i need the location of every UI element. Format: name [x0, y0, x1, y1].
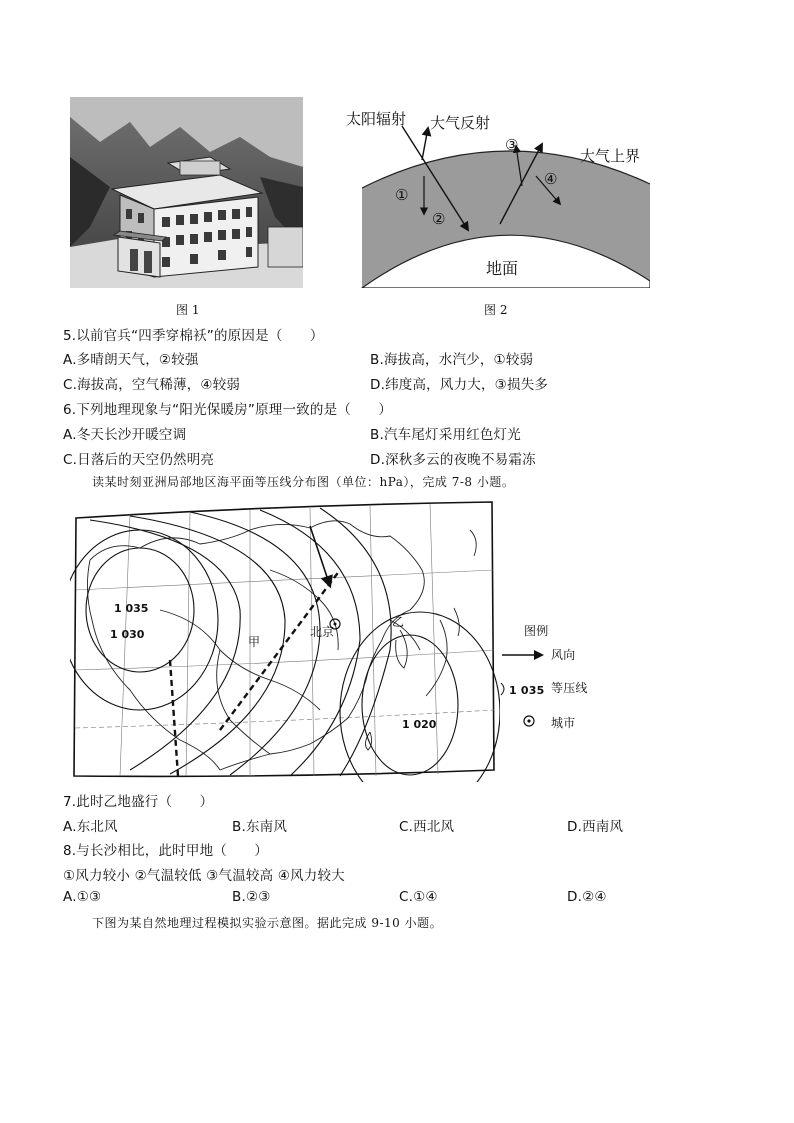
legend-city-label: 城市: [551, 716, 576, 730]
q7-option-c[interactable]: C.西北风: [399, 819, 455, 835]
location-yi: 乙: [392, 615, 405, 629]
isobar-label-1030: 1 030: [110, 628, 145, 641]
q8-stem: 8.与长沙相比，此时甲地（ ）: [63, 843, 269, 859]
q5-option-c[interactable]: C.海拔高，空气稀薄，④较弱: [63, 377, 241, 393]
figure-2-caption: 图 2: [484, 303, 508, 317]
beijing-label: 北京: [310, 625, 335, 639]
ground-label: 地面: [486, 259, 519, 278]
q6-option-c[interactable]: C.日落后的天空仍然明亮: [63, 452, 215, 468]
reflection-label: 大气反射: [430, 114, 491, 132]
q6-option-d[interactable]: D.深秋多云的夜晚不易霜冻: [370, 452, 536, 468]
label-4: ④: [544, 170, 558, 188]
q8-option-b[interactable]: B.②③: [232, 889, 271, 905]
label-1: ①: [395, 186, 409, 204]
q7-option-b[interactable]: B.东南风: [232, 819, 288, 835]
q7-stem: 7.此时乙地盛行（ ）: [63, 794, 214, 810]
q5-option-b[interactable]: B.海拔高，水汽少，①较弱: [370, 352, 534, 368]
figure-1-caption: 图 1: [176, 303, 200, 317]
atmosphere-top-label: 大气上界: [580, 147, 641, 165]
q8-items: ①风力较小 ②气温较低 ③气温较高 ④风力较大: [63, 868, 345, 884]
q8-option-d[interactable]: D.②④: [567, 889, 607, 905]
q7-option-d[interactable]: D.西南风: [567, 819, 624, 835]
label-2: ②: [432, 210, 446, 228]
intro-9-10: 下图为某自然地理过程模拟实验示意图。据此完成 9-10 小题。: [92, 916, 443, 930]
q8-option-a[interactable]: A.①③: [63, 889, 102, 905]
isobar-label-1035: 1 035: [114, 602, 149, 615]
q6-stem: 6.下列地理现象与“阳光保暖房”原理一致的是（ ）: [63, 402, 393, 418]
label-3: ③: [505, 136, 519, 154]
legend-isobar-line-icon: [499, 682, 509, 696]
legend-wind-label: 风向: [551, 648, 576, 662]
legend-isobar-value: 1 035: [509, 684, 545, 697]
legend-wind-arrow-icon: [500, 648, 548, 662]
location-jia: 甲: [248, 635, 261, 649]
building-photo: [70, 97, 303, 288]
q8-option-c[interactable]: C.①④: [399, 889, 438, 905]
q5-option-d[interactable]: D.纬度高，风力大，③损失多: [370, 377, 549, 393]
q5-option-a[interactable]: A.多晴朗天气，②较强: [63, 352, 199, 368]
legend-isobar-label: 等压线: [551, 681, 588, 695]
solar-radiation-label: 太阳辐射: [346, 110, 407, 128]
intro-7-8: 读某时刻亚洲局部地区海平面等压线分布图（单位：hPa），完成 7-8 小题。: [92, 475, 515, 489]
q6-option-a[interactable]: A.冬天长沙开暖空调: [63, 427, 187, 443]
q7-option-a[interactable]: A.东北风: [63, 819, 118, 835]
legend-title: 图例: [524, 624, 549, 638]
legend-city-icon: [522, 714, 536, 728]
q5-stem: 5.以前官兵“四季穿棉袄”的原因是（ ）: [63, 328, 324, 344]
isobar-map: [70, 500, 500, 782]
building-photo-drawing: [70, 97, 303, 288]
q6-option-b[interactable]: B.汽车尾灯采用红色灯光: [370, 427, 521, 443]
atmosphere-diagram: [340, 96, 650, 288]
isobar-label-1020: 1 020: [402, 718, 437, 731]
